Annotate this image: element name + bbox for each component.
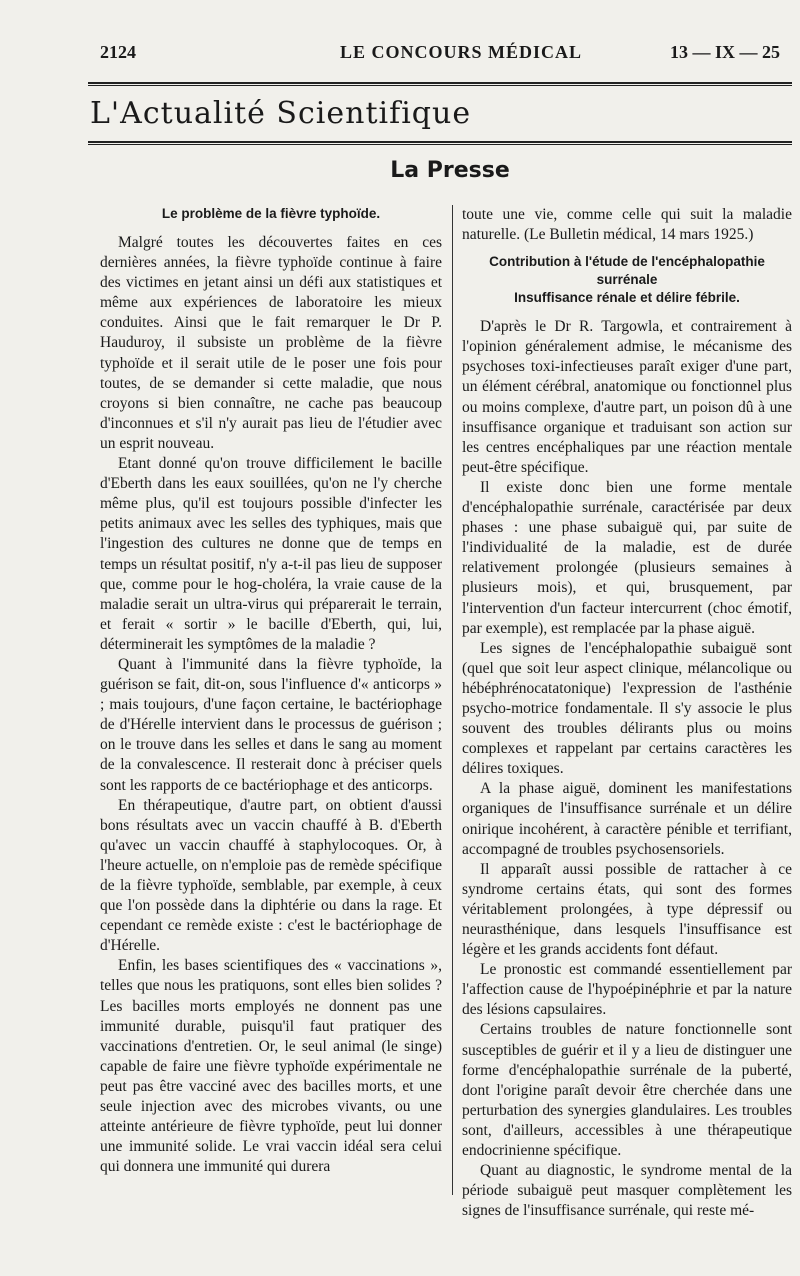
article-title-line: Insuffisance rénale et délire fébrile.: [514, 290, 740, 306]
right-column: [462, 205, 792, 1221]
article-title-encephalopathy: [462, 253, 792, 307]
paragraph: Enfin, les bases scientifiques des « vaccinations », telles que nous les pratiquons, sont elles bien solides ? Les bacilles morts employés ne donnent pas une immunité durable, puisqu'il faut pratiquer des vaccinations d'entretien. Or, le seul animal (le singe) capable de faire une fièvre typhoïde expérimentale ne peut pas être vacciné avec des bacilles morts, et une seule injection avec des microbes vivants, ou une atteinte antérieure de fièvre typhoïde, peut lui donner une immunité solide. Le vrai vaccin idéal sera celui qui donnera une immunité qui durera: [100, 957, 442, 1176]
paragraph: En thérapeutique, d'autre part, on obtient d'aussi bons résultats avec un vaccin chauffé à B. d'Eberth qu'avec un vaccin chauffé à staphylocoques. Or, à l'heure actuelle, on n'emploie pas de remède spécifique de la fièvre typhoïde, semblable, par exemple, à ceux que l'on possède dans la diphtérie ou dans la rage. Et cependant ce remède existe : c'est le bactériophage de d'Hérelle.: [100, 796, 442, 955]
column-divider: [452, 205, 453, 1195]
paragraph: Le pronostic est commandé essentiellement par l'affection cause de l'hypoépinéphrie et par la nature des lésions capsulaires.: [462, 961, 792, 1019]
paragraph: Quant à l'immunité dans la fièvre typhoïde, la guérison se fait, dit-on, sous l'influence d'« anticorps » ; mais toujours, d'une façon certaine, le bactériophage de d'Hérelle intervient dans le processus de guérison ; on le trouve dans les selles et dans le sang au moment de la convalescence. Il resterait donc à préciser quels sont les rapports de ce bactériophage et des anticorps.: [100, 655, 442, 794]
header-rule: [88, 82, 792, 84]
paragraph: Les signes de l'encéphalopathie subaiguë sont (quel que soit leur aspect clinique, mélancolique ou hébéphrénocatatonique) l'expression de l'asthénie psycho-motrice fondamentale. Il s'y associe le plus souvent des troubles délirants plus ou moins complexes et rappelant par certains caractères les délires toxiques.: [462, 639, 792, 778]
issue-date: 13 — IX — 25: [669, 42, 780, 62]
paragraph: Malgré toutes les découvertes faites en ces dernières années, la fièvre typhoïde continue à faire des victimes en jetant ainsi un défi aux statistiques et même aux expériences de laboratoire les mieux conduites. Ainsi que le fait remarquer le Dr P. Hauduroy, il subsiste un problème de la fièvre typhoïde et il serait utile de le poser une fois pour toutes, de se demander si cette maladie, que nous croyons si bien connaître, ne cache pas beaucoup d'inconnues et s'il n'y aurait pas lieu de l'étudier avec un esprit nouveau.: [100, 234, 442, 452]
paragraph-continuation: toute une vie, comme celle qui suit la maladie naturelle. (Le Bulletin médical, 14 mars 1925.): [462, 206, 792, 244]
section-rule-thin: [88, 144, 792, 145]
paragraph: D'après le Dr R. Targowla, et contrairement à l'opinion généralement admise, le mécanisme des psychoses toxi-infectieuses paraît exiger d'une part, un élément cérébral, anatomique ou fonctionnel plus ou moins complexe, d'autre part, un poison dû à une insuffisance organique et traduisant son action sur les centres encéphaliques par une réaction mentale peut-être spécifique.: [462, 318, 792, 476]
article-title-line: Contribution à l'étude de l'encéphalopathie surrénale: [489, 254, 765, 288]
journal-title: LE CONCOURS MÉDICAL: [340, 42, 583, 62]
subsection-title: La Presse: [390, 158, 510, 183]
paragraph: Certains troubles de nature fonctionnelle sont susceptibles de guérir et il y a lieu de distinguer une forme d'encéphalopathie surrénale de la puberté, dont l'origine paraît devoir être cherchée dans une perturbation des synergies glandulaires. Les troubles sont, d'ailleurs, accessibles à une thérapeutique endocrinienne spécifique.: [462, 1021, 792, 1160]
left-column: [100, 205, 442, 1177]
header-rule-thin: [88, 85, 792, 86]
paragraph: Il existe donc bien une forme mentale d'encéphalopathie surrénale, caractérisée par deux phases : une phase subaiguë qui, par suite de l'individualité de la maladie, est de durée relativement prolongée (plusieurs semaines à plusieurs mois), et qui, brusquement, par l'intervention d'un facteur intercurrent (choc émotif, par exemple), est remplacée par la phase aiguë.: [462, 478, 792, 637]
section-title: L'Actualité Scientifique: [90, 96, 472, 131]
paragraph: Quant au diagnostic, le syndrome mental de la période subaiguë peut masquer complètement les signes de l'insuffisance surrénale, qui reste mé-: [462, 1162, 792, 1220]
article-title-typhoid: Le problème de la fièvre typhoïde.: [161, 206, 381, 221]
section-rule: [88, 141, 792, 143]
running-head: [100, 42, 780, 66]
page-number: 2124: [100, 42, 136, 62]
paragraph: Etant donné qu'on trouve difficilement le bacille d'Eberth dans les eaux souillées, qu'on ne l'y cherche même plus, qu'il est toujours possible d'infecter les petits animaux avec les selles des typhiques, mais que l'ingestion des cultures ne donne que de temps en temps un résultat positif, n'y a-t-il pas lieu de supposer que, comme pour le hog-choléra, la vraie cause de la maladie serait un ultra-virus qui préparerait le terrain, et ferait « sortir » le bacille d'Eberth, qui, lui, déterminerait les symptômes de la maladie ?: [100, 455, 442, 653]
paragraph: A la phase aiguë, dominent les manifestations organiques de l'insuffisance surrénale et un délire onirique incohérent, à caractère pénible et terrifiant, accompagné de troubles psychosensoriels.: [462, 780, 792, 858]
paragraph: Il apparaît aussi possible de rattacher à ce syndrome certains états, qui sont des formes véritablement prolongées, à type dépressif ou neurasthénique, dans lesquels l'insuffisance est légère et les grands accidents font défaut.: [462, 860, 792, 959]
